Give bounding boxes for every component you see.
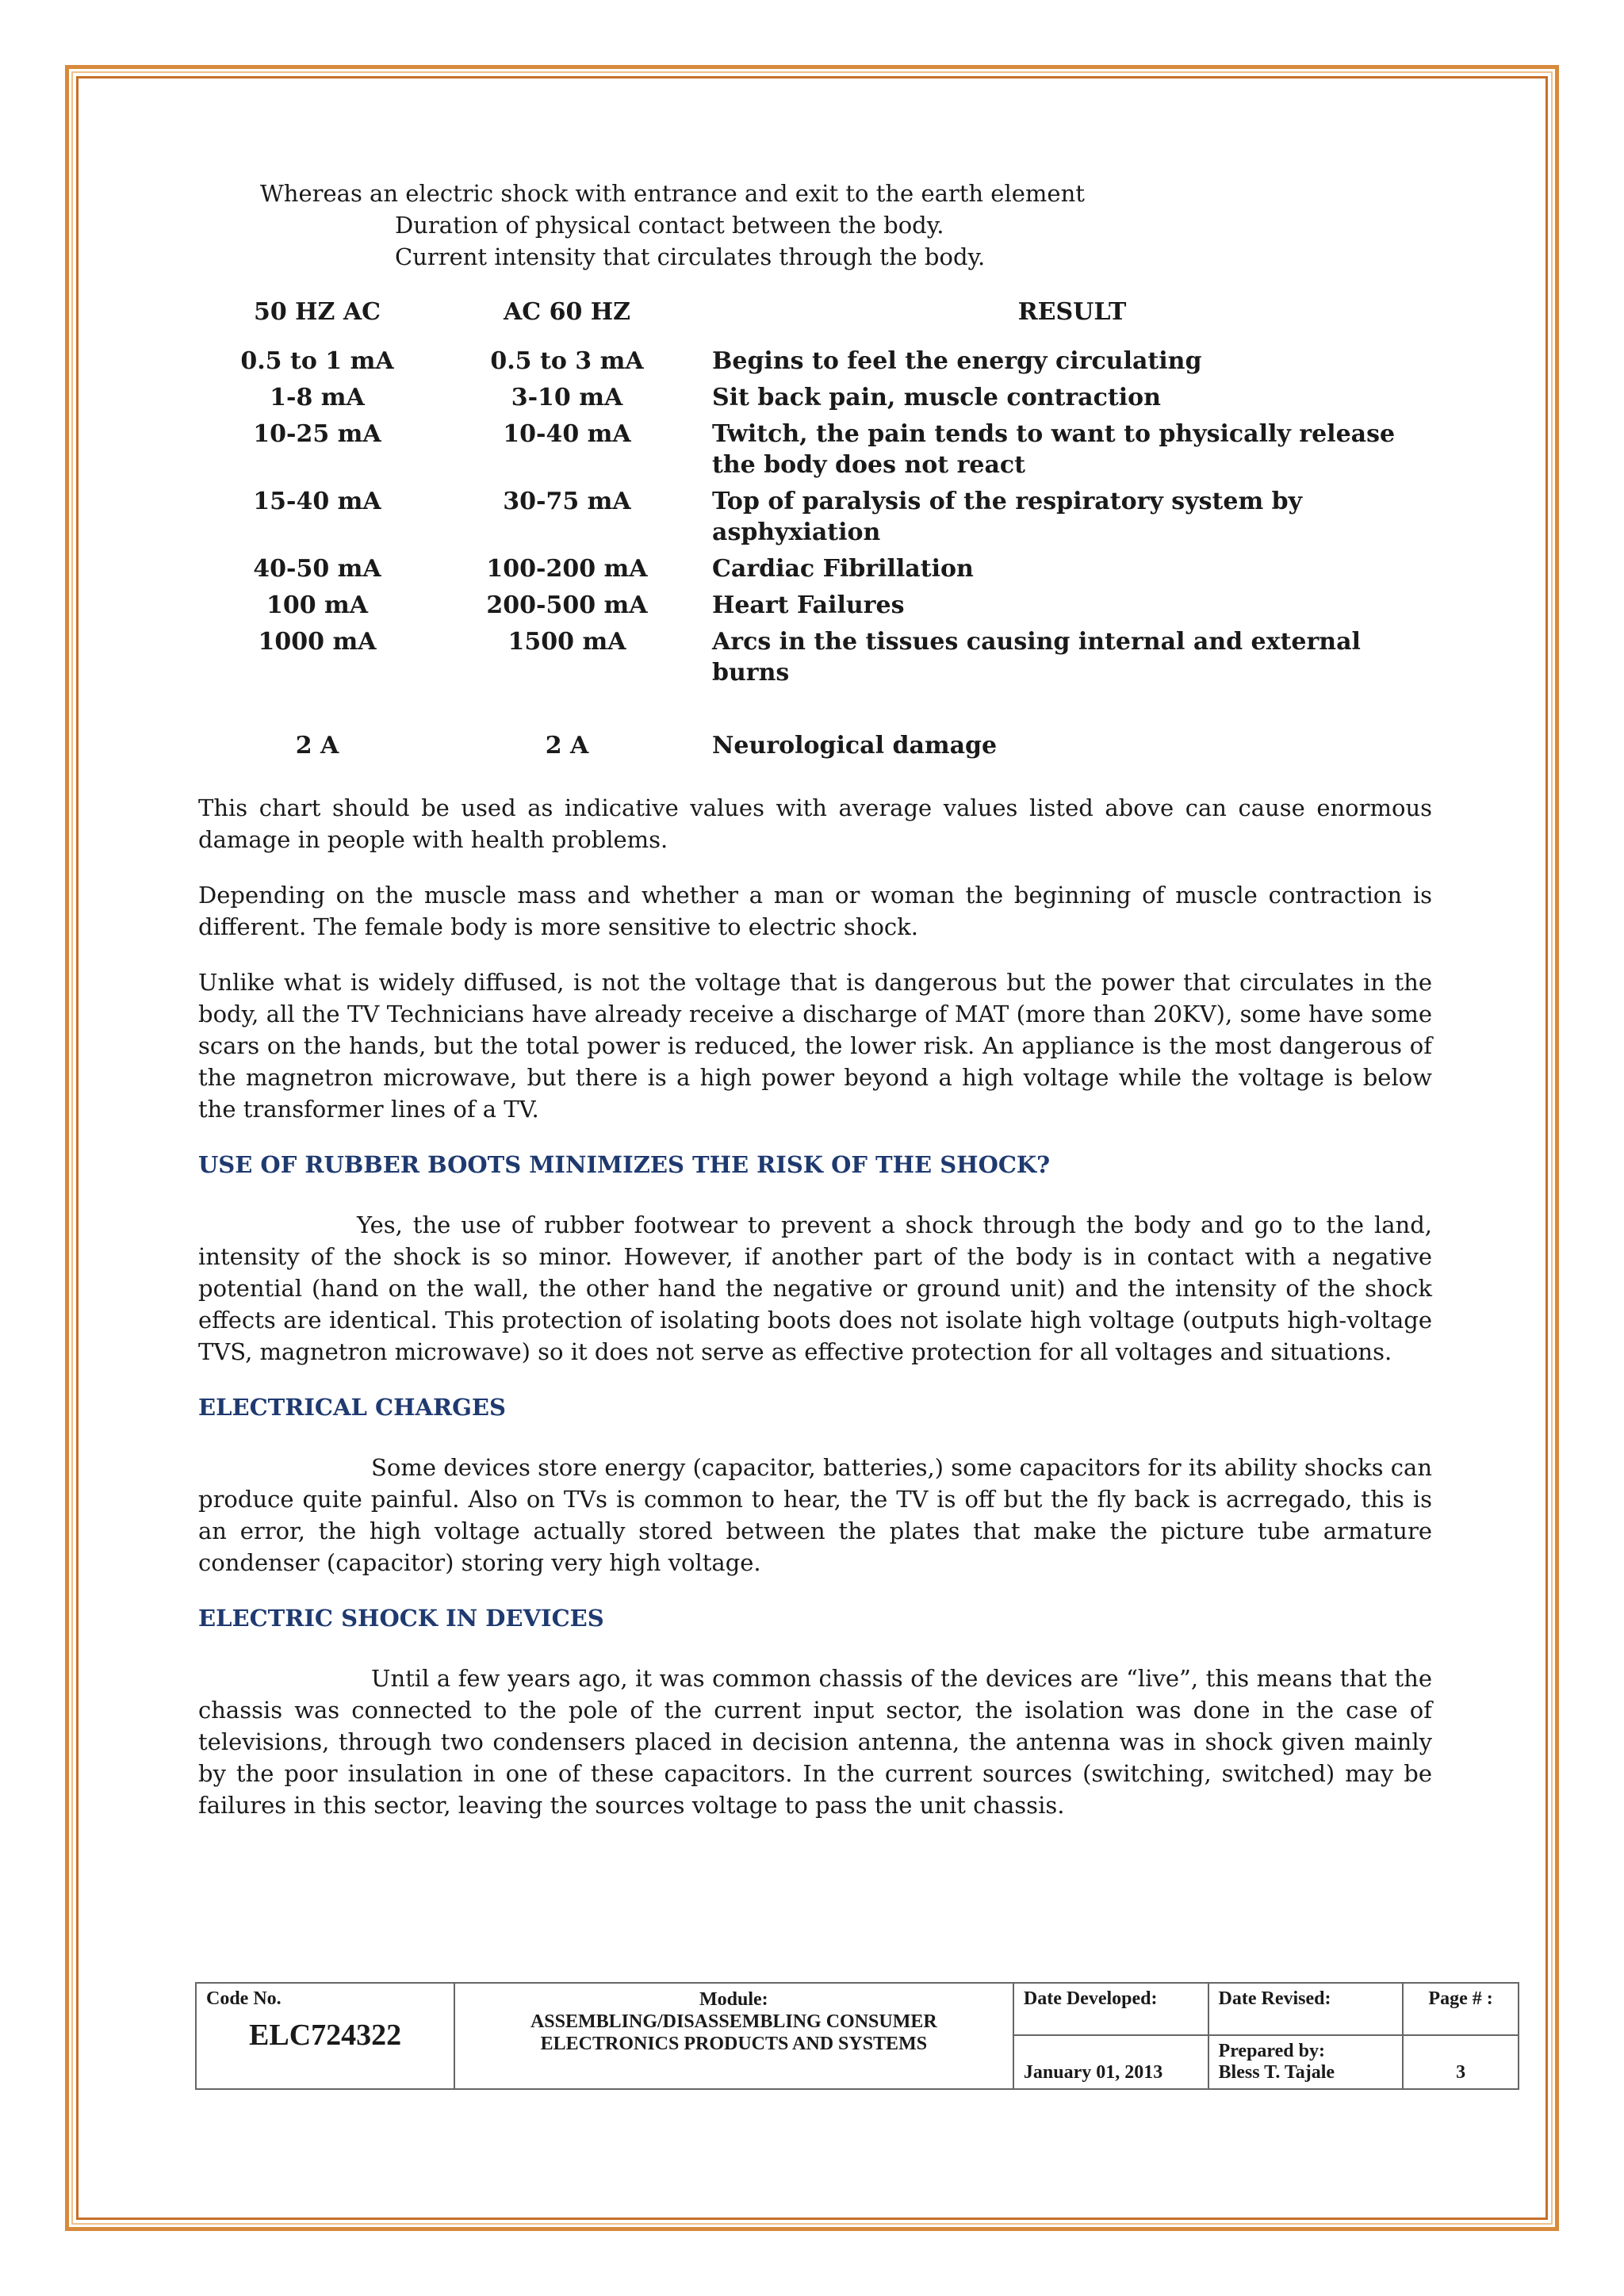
cell-result: Heart Failures bbox=[712, 591, 905, 619]
section-heading-electrical-charges: ELECTRICAL CHARGES bbox=[198, 1394, 506, 1421]
table-header-row bbox=[198, 297, 1432, 344]
cell-result: Cardiac Fibrillation bbox=[712, 555, 974, 583]
date-developed-label: Date Developed: bbox=[1013, 1983, 1208, 2035]
table-row bbox=[198, 588, 1432, 625]
page-label: Page # : bbox=[1403, 1983, 1519, 2035]
table-row bbox=[198, 381, 1432, 417]
footer-code-cell bbox=[196, 1983, 454, 2089]
table-row bbox=[198, 552, 1432, 588]
table-row bbox=[198, 692, 1432, 765]
table-row bbox=[198, 344, 1432, 381]
prepared-by-value: Bless T. Tajale bbox=[1218, 2062, 1335, 2083]
code-value: ELC724322 bbox=[249, 2019, 402, 2052]
intro-block bbox=[198, 178, 1432, 273]
prepared-by-label: Prepared by: bbox=[1218, 2041, 1325, 2061]
cell-50hz: 10-25 mA bbox=[253, 420, 381, 448]
section-heading-electric-shock-devices: ELECTRIC SHOCK IN DEVICES bbox=[198, 1605, 604, 1632]
cell-60hz: 30-75 mA bbox=[503, 488, 631, 515]
module-label: Module: bbox=[699, 1989, 768, 2010]
paragraph-chart-note: This chart should be used as indicative values with average values listed above can cause enormous damage in people with health problems. bbox=[198, 794, 1432, 853]
cell-50hz: 100 mA bbox=[266, 591, 369, 619]
cell-60hz: 100-200 mA bbox=[486, 555, 648, 583]
section-body-electric-shock-devices: Until a few years ago, it was common chassis of the devices are “live”, this means that the chassis was connected to the pole of the current input sector, the isolation was done in the case of televisions, through two condensers placed in decision antenna, the antenna was in shock given mainly by the poor insulation in one of these capacitors. In the current sources (switching, switched) may be failures in this sector, leaving the sources voltage to pass the unit chassis. bbox=[198, 1665, 1432, 1819]
cell-50hz: 2 A bbox=[295, 732, 339, 760]
header-60hz: AC 60 HZ bbox=[503, 298, 631, 326]
footer-module-cell bbox=[454, 1983, 1013, 2089]
cell-result: Sit back pain, muscle contraction bbox=[712, 384, 1161, 411]
document-footer bbox=[195, 1982, 1519, 2090]
section-heading-rubber-boots: USE OF RUBBER BOOTS MINIMIZES THE RISK OF THE SHOCK? bbox=[198, 1151, 1051, 1178]
cell-result: Top of paralysis of the respiratory system by asphyxiation bbox=[712, 488, 1303, 546]
code-label: Code No. bbox=[206, 1988, 282, 2009]
cell-60hz: 10-40 mA bbox=[503, 420, 631, 448]
intro-line-3: Current intensity that circulates through the body. bbox=[395, 243, 986, 270]
module-value: ASSEMBLING/DISASSEMBLING CONSUMER ELECTRONICS PRODUCTS AND SYSTEMS bbox=[530, 2011, 937, 2054]
table-row bbox=[198, 417, 1432, 484]
cell-result: Twitch, the pain tends to want to physically release the body does not react bbox=[712, 420, 1396, 479]
page-number: 3 bbox=[1403, 2035, 1519, 2089]
cell-60hz: 200-500 mA bbox=[486, 591, 648, 619]
table-row bbox=[198, 625, 1432, 692]
intro-line-1: Whereas an electric shock with entrance and exit to the earth element bbox=[260, 180, 1085, 207]
shock-effects-table bbox=[198, 297, 1432, 765]
cell-60hz: 1500 mA bbox=[508, 628, 626, 656]
intro-line-2: Duration of physical contact between the body. bbox=[395, 212, 944, 239]
cell-result: Neurological damage bbox=[712, 732, 998, 760]
cell-50hz: 40-50 mA bbox=[253, 555, 381, 583]
cell-60hz: 0.5 to 3 mA bbox=[490, 347, 644, 375]
cell-60hz: 3-10 mA bbox=[511, 384, 623, 411]
cell-result: Begins to feel the energy circulating bbox=[712, 347, 1202, 375]
paragraph-muscle-mass: Depending on the muscle mass and whether a man or woman the beginning of muscle contraction is different. The female body is more sensitive to electric shock. bbox=[198, 882, 1432, 940]
cell-50hz: 0.5 to 1 mA bbox=[240, 347, 394, 375]
cell-result: Arcs in the tissues causing internal and external burns bbox=[712, 628, 1361, 687]
footer-prepared-cell bbox=[1208, 2035, 1404, 2089]
section-body-electrical-charges: Some devices store energy (capacitor, batteries,) some capacitors for its ability shocks can produce quite painful. Also on TVs is common to hear, the TV is off but the fly back is acrregado, this is an error, the high voltage actually stored between the plates that make the picture tube armature condenser (capacitor) storing very high voltage. bbox=[198, 1454, 1432, 1576]
document-body bbox=[198, 178, 1432, 1845]
table-row bbox=[198, 484, 1432, 552]
date-developed-value: January 01, 2013 bbox=[1013, 2035, 1208, 2089]
section-body-rubber-boots: Yes, the use of rubber footwear to prevent a shock through the body and go to the land, intensity of the shock is so minor. However, if another part of the body is in contact with a negative potential (hand on the wall, the other hand the negative or ground unit) and the intensity of the shock effects are identical. This protection of isolating boots does not isolate high voltage (outputs high-voltage TVS, magnetron microwave) so it does not serve as effective protection for all voltages and situations. bbox=[198, 1211, 1432, 1365]
date-revised-label: Date Revised: bbox=[1208, 1983, 1404, 2035]
cell-50hz: 15-40 mA bbox=[253, 488, 381, 515]
paragraph-voltage-power: Unlike what is widely diffused, is not the voltage that is dangerous but the power that circulates in the body, all the TV Technicians have already receive a discharge of MAT (more than 20KV), some have some scars on the hands, but the total power is reduced, the lower risk. An appliance is the most dangerous of the magnetron microwave, but there is a high power beyond a high voltage while the voltage is below the transformer lines of a TV. bbox=[198, 969, 1432, 1123]
cell-50hz: 1-8 mA bbox=[270, 384, 365, 411]
header-50hz: 50 HZ AC bbox=[253, 298, 381, 326]
cell-50hz: 1000 mA bbox=[258, 628, 377, 656]
header-result: RESULT bbox=[1017, 298, 1127, 326]
cell-60hz: 2 A bbox=[545, 732, 589, 760]
